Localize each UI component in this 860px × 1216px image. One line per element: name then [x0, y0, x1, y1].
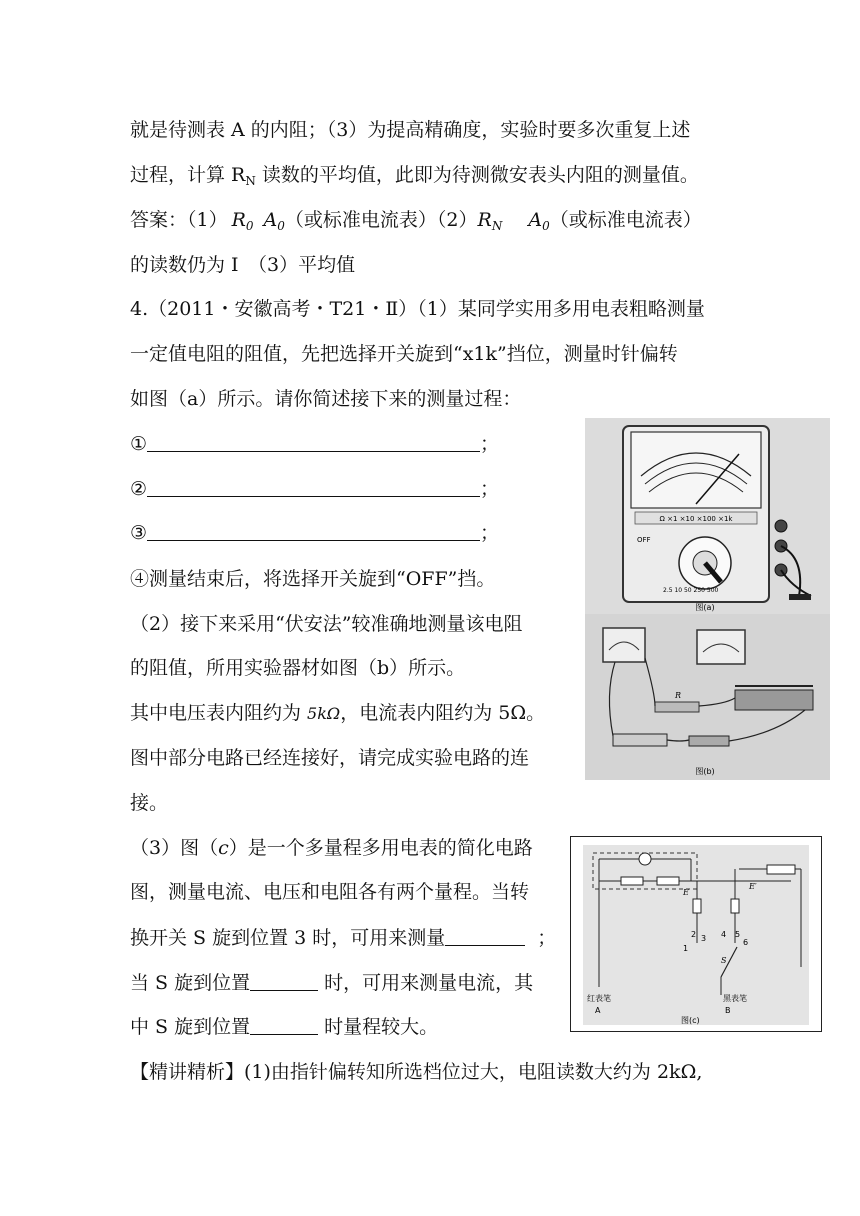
black-probe-label: 黑表笔	[723, 994, 747, 1003]
text-frag: 读数的平均值，此即为待测微安表头内阻的测量值。	[255, 164, 699, 186]
resistance-5k: 5kΩ	[307, 704, 341, 723]
svg-text:OFF: OFF	[637, 536, 651, 544]
svg-text:S: S	[721, 956, 727, 965]
question-4-title: 4.（2011・安徽高考・T21・Ⅱ）（1）某同学实用多用电表粗略测量	[130, 298, 705, 320]
svg-text:6: 6	[743, 938, 749, 947]
analysis-label: 【精讲精析】	[130, 1061, 245, 1083]
svg-text:E: E	[683, 888, 689, 897]
svg-text:1: 1	[683, 944, 689, 953]
text-line-15: 图，测量电流、电压和电阻各有两个量程。当转	[130, 881, 530, 903]
text-line-17: 当 S 旋到位置 时，可用来测量电流，其	[130, 972, 534, 994]
text-line-9: （2）接下来采用“伏安法”较准确地测量该电阻	[130, 613, 523, 635]
answer-line	[130, 208, 702, 238]
svg-text:E′: E′	[749, 882, 757, 891]
text-line-8: ④测量结束后，将选择开关旋到“OFF”挡。	[130, 568, 496, 590]
text-line-13: 接。	[130, 792, 169, 814]
figure-a-multimeter	[585, 418, 830, 614]
fig-c-caption: 图(c)	[681, 1016, 700, 1025]
text-line-12: 图中部分电路已经连接好，请完成实验电路的连	[130, 747, 530, 769]
text-frag: 过程，计算 R	[130, 164, 246, 186]
figure-c-schematic	[570, 836, 822, 1032]
figure-b-apparatus	[585, 614, 830, 780]
text-frag: （或标准电流表）	[549, 209, 702, 231]
fig-a-range-label: Ω ×1 ×10 ×100 ×1k	[659, 515, 733, 523]
blank-line-3: ③ ；	[130, 522, 500, 544]
text-line-11: 其中电压表内阻约为 5kΩ，电流表内阻约为 5Ω。	[130, 702, 546, 724]
analysis-line: 【精讲精析】(1)由指针偏转知所选档位过大，电阻读数大约为 2kΩ,	[130, 1061, 703, 1083]
subscript: N	[245, 174, 256, 188]
text-line-4: 的读数仍为 I （3）平均值	[130, 254, 356, 276]
svg-text:4: 4	[721, 930, 727, 939]
blank-line-1: ① ；	[130, 433, 500, 455]
answer-blank-1[interactable]	[147, 433, 480, 452]
fig-a-caption: 图(a)	[695, 603, 715, 612]
answer-blank-3[interactable]	[147, 522, 480, 541]
svg-text:5: 5	[735, 930, 741, 939]
text-line-1: 就是待测表 A 的内阻；（3）为提高精确度，实验时要多次重复上述	[130, 119, 691, 141]
svg-text:2.5 10 50 250 500: 2.5 10 50 250 500	[663, 587, 719, 594]
answer-blank-5[interactable]	[250, 972, 318, 991]
text-line-7: 如图（a）所示。请你简述接下来的测量过程：	[130, 388, 522, 410]
symbol-RN: $R_N$	[477, 209, 503, 233]
symbol-A0-2: $A_0$	[528, 209, 550, 233]
blank-line-2: ② ；	[130, 478, 500, 500]
red-probe-label: 红表笔	[587, 994, 611, 1003]
text-line-18: 中 S 旋到位置 时量程较大。	[130, 1016, 439, 1038]
answer-blank-2[interactable]	[147, 478, 480, 497]
text-line-6: 一定值电阻的阻值，先把选择开关旋到“x1k”挡位，测量时针偏转	[130, 343, 678, 365]
svg-text:3: 3	[701, 934, 707, 943]
answer-label: 答案：（1）	[130, 209, 228, 231]
text-line-2	[130, 163, 699, 193]
text-line-10: 的阻值，所用实验器材如图（b）所示。	[130, 657, 466, 679]
answer-blank-6[interactable]	[250, 1016, 318, 1035]
text-line-14: （3）图（c）是一个多量程多用电表的简化电路	[130, 837, 533, 859]
svg-text:B: B	[725, 1006, 731, 1015]
symbol-A0: $A_0$	[263, 209, 285, 233]
answer-blank-4[interactable]	[445, 927, 525, 946]
symbol-R0: $R_0$	[231, 209, 254, 233]
fig-b-caption: 图(b)	[695, 767, 715, 776]
svg-text:2: 2	[691, 930, 697, 939]
svg-text:A: A	[595, 1006, 601, 1015]
text-line-16: 换开关 S 旋到位置 3 时，可用来测量 ；	[130, 927, 557, 949]
svg-text:R: R	[675, 691, 682, 700]
text-frag: （或标准电流表）（2）	[284, 209, 478, 231]
